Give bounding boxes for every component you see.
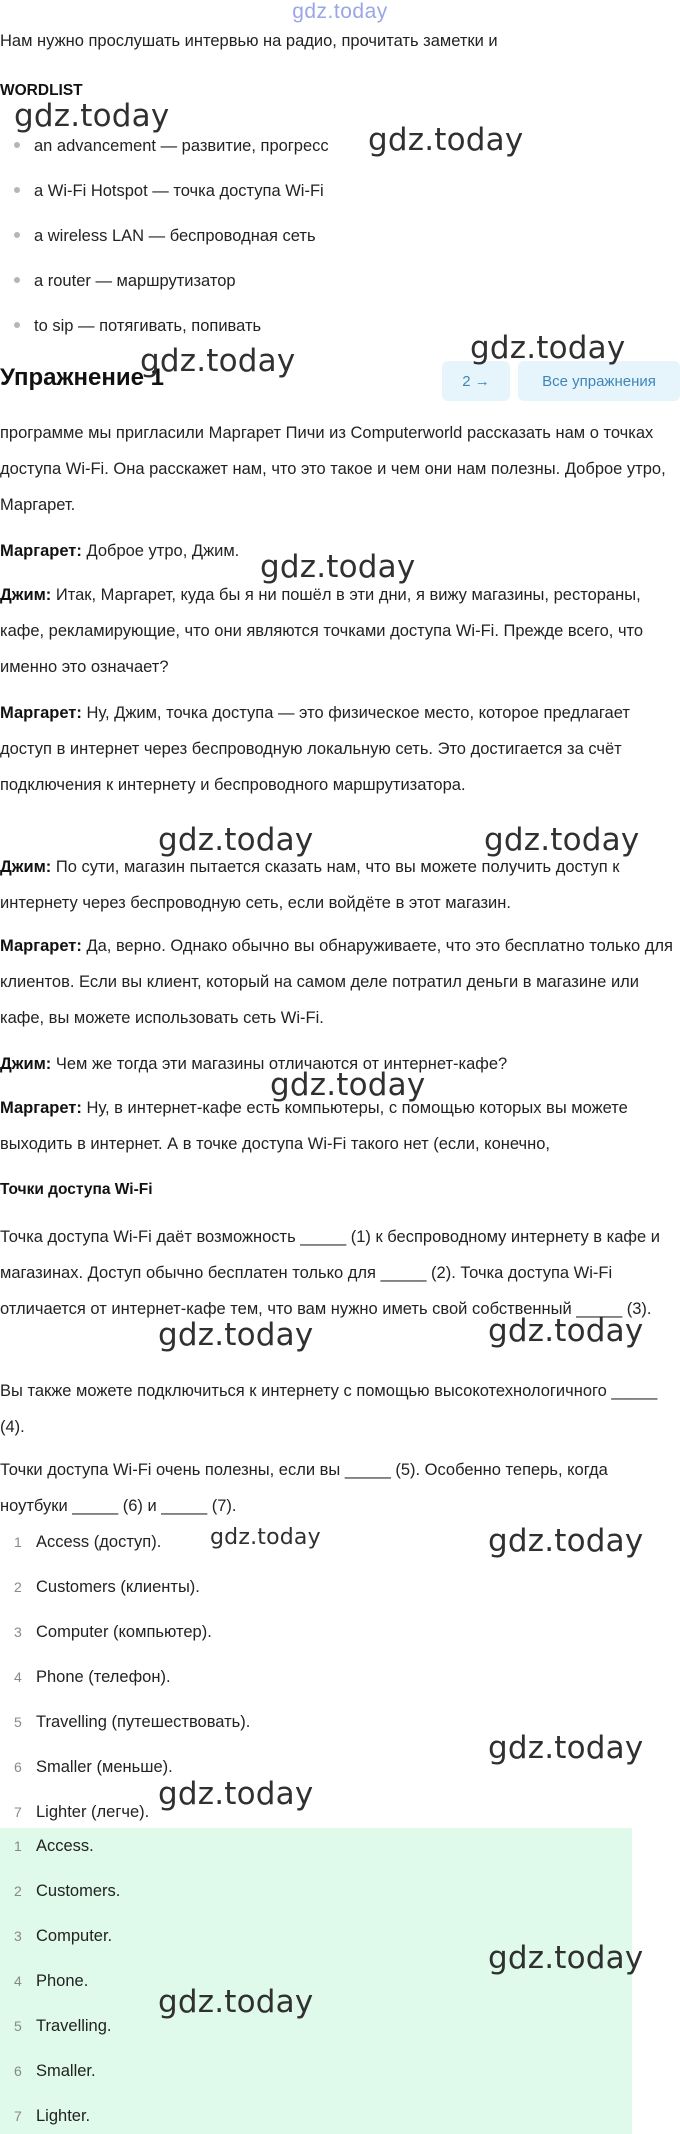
site-logo[interactable]: gdz.today xyxy=(292,0,388,23)
transcript-paragraph: Джим: Итак, Маргарет, куда бы я ни пошёл в эти дни, я вижу магазины, рестораны, кафе, рекламирующие, что они являются точками доступа Wi-Fi. Прежде всего, что именно это означает? xyxy=(0,586,644,676)
notes-paragraph: Точка доступа Wi-Fi даёт возможность _____ (1) к беспроводному интернету в кафе и магазинах. Доступ обычно бесплатен только для _____ (2). Точка доступа Wi-Fi отличается от интернет-кафе тем, что вам нужно иметь свой собственный _____ (3). xyxy=(0,1228,660,1318)
bullet-icon xyxy=(14,232,20,238)
watermark: gdz.today xyxy=(260,549,416,585)
answer-box xyxy=(0,1828,632,2134)
next-exercise-button[interactable]: 2 → xyxy=(442,361,510,401)
watermark: gdz.today xyxy=(470,330,626,366)
watermark: gdz.today xyxy=(488,1940,644,1976)
transcript-paragraph: Маргарет: Ну, в интернет-кафе есть компьютеры, с помощью которых вы можете выходить в интернет. А в точке доступа Wi-Fi такого нет (если, конечно, xyxy=(0,1099,628,1153)
watermark: gdz.today xyxy=(484,822,640,858)
watermark: gdz.today xyxy=(158,1317,314,1353)
list-item: 6 Smaller (меньше). xyxy=(14,1758,173,1776)
wordlist-title: WORDLIST xyxy=(0,82,83,99)
answer-item: 2 Customers. xyxy=(14,1882,121,1900)
list-item: 2 Customers (клиенты). xyxy=(14,1578,200,1596)
wordlist-item: a router — маршрутизатор xyxy=(14,269,236,293)
watermark: gdz.today xyxy=(158,1776,314,1812)
answer-item: 7 Lighter. xyxy=(14,2107,91,2125)
bullet-icon xyxy=(14,277,20,283)
watermark: gdz.today xyxy=(488,1313,644,1349)
intro-text: Нам нужно прослушать интервью на радио, прочитать заметки и xyxy=(0,32,498,50)
bullet-icon xyxy=(14,142,20,148)
bullet-icon xyxy=(14,322,20,328)
answer-item: 5 Travelling. xyxy=(14,2017,112,2035)
watermark: gdz.today xyxy=(270,1067,426,1103)
notes-title: Точки доступа Wi-Fi xyxy=(0,1181,153,1198)
exercise-title: Упражнение 1 xyxy=(0,364,164,391)
transcript-paragraph: Маргарет: Да, верно. Однако обычно вы обнаруживаете, что это бесплатно только для клиентов. Если вы клиент, который на самом деле потратил деньги в магазине или кафе, вы можете использовать сеть Wi-Fi. xyxy=(0,937,673,1027)
wordlist-item: to sip — потягивать, попивать xyxy=(14,314,261,338)
answer-item: 3 Computer. xyxy=(14,1927,113,1945)
list-item: 4 Phone (телефон). xyxy=(14,1668,171,1686)
watermark: gdz.today xyxy=(210,1525,321,1550)
watermark: gdz.today xyxy=(140,343,296,379)
transcript-paragraph: Маргарет: Ну, Джим, точка доступа — это физическое место, которое предлагает доступ в интернет через беспроводную локальную сеть. Это достигается за счёт подключения к интернету и беспроводного маршрутизатора. xyxy=(0,704,630,794)
bullet-icon xyxy=(14,187,20,193)
notes-paragraph: Точки доступа Wi-Fi очень полезны, если вы _____ (5). Особенно теперь, когда ноутбуки _____ (6) и _____ (7). xyxy=(0,1461,608,1515)
notes-paragraph: Вы также можете подключиться к интернету с помощью высокотехнологичного _____ (4). xyxy=(0,1382,658,1436)
transcript-paragraph: программе мы пригласили Маргарет Пичи из Computerworld рассказать нам о точках доступа Wi-Fi. Она расскажет нам, что это такое и чем они нам полезны. Доброе утро, Маргарет. xyxy=(0,424,666,514)
watermark: gdz.today xyxy=(14,98,170,134)
watermark: gdz.today xyxy=(158,1984,314,2020)
wordlist-item: a Wi-Fi Hotspot — точка доступа Wi-Fi xyxy=(14,179,324,203)
transcript-paragraph: Маргарет: Доброе утро, Джим. xyxy=(0,542,240,560)
transcript-paragraph: Джим: Чем же тогда эти магазины отличаются от интернет-кафе? xyxy=(0,1055,508,1073)
list-item: 7 Lighter (легче). xyxy=(14,1803,150,1821)
watermark: gdz.today xyxy=(158,822,314,858)
list-item: 3 Computer (компьютер). xyxy=(14,1623,212,1641)
transcript-paragraph: Джим: По сути, магазин пытается сказать нам, что вы можете получить доступ к интернету через беспроводную сеть, если войдёте в этот магазин. xyxy=(0,858,620,912)
answer-item: 1 Access. xyxy=(14,1837,94,1855)
watermark: gdz.today xyxy=(488,1730,644,1766)
answer-item: 6 Smaller. xyxy=(14,2062,96,2080)
watermark: gdz.today xyxy=(368,122,524,158)
wordlist-item: a wireless LAN — беспроводная сеть xyxy=(14,224,316,248)
list-item: 5 Travelling (путешествовать). xyxy=(14,1713,251,1731)
all-exercises-button[interactable]: Все упражнения xyxy=(518,361,680,401)
wordlist-item: an advancement — развитие, прогресс xyxy=(14,134,329,158)
list-item: 1 Access (доступ). xyxy=(14,1533,162,1551)
watermark: gdz.today xyxy=(488,1523,644,1559)
answer-item: 4 Phone. xyxy=(14,1972,89,1990)
